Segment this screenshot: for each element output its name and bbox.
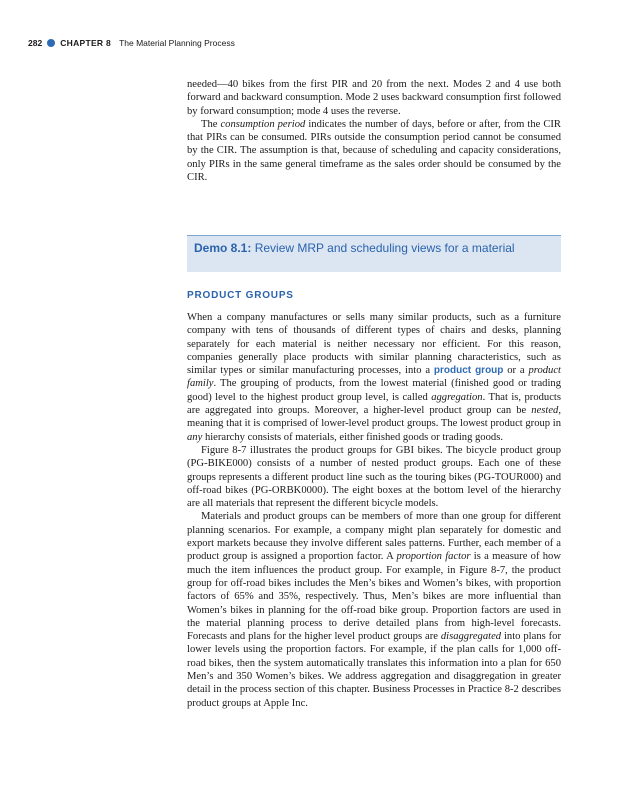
chapter-label: CHAPTER 8 <box>60 38 112 48</box>
keyword-product-group[interactable]: product group <box>433 365 504 377</box>
demo-label: Demo 8.1: <box>194 241 252 255</box>
intro-paragraph-2: The consumption period indicates the number of days, before or after, from the CIR that PIRs can be consumed. PIRs outside the consumption period cannot be consumed by the CIR. The assumption is that, because of scheduling and capacity considerations, only PIRs in the same general timeframe as the sales order should be consumed by the CIR. <box>187 118 561 184</box>
term-consumption-period: consumption period <box>220 118 306 130</box>
demo-callout-text[interactable] <box>194 241 524 255</box>
section-body <box>187 311 561 710</box>
intro-paragraph-1: needed—40 bikes from the first PIR and 20 from the next. Modes 2 and 4 use both forward and backward consumption. Mode 2 uses backward consumption first followed by forward consumption; mode 4 uses the reverse. <box>187 79 561 117</box>
section-heading: PRODUCT GROUPS <box>187 290 294 301</box>
demo-callout[interactable] <box>187 235 561 272</box>
section-paragraph-2: Figure 8-7 illustrates the product groups for GBI bikes. The bicycle product group (PG-BIKE000) consists of a number of nested product groups. Each one of these groups represents a different product line such as the touring bikes (PG-TOUR000) and off-road bikes (PG-ORBK0000). The eight boxes at the bottom level of the hierarchy are all materials that represent the different bicycle models. <box>187 444 561 510</box>
intro-text <box>187 78 561 184</box>
page-number: 282 <box>28 38 43 48</box>
demo-title: Review MRP and scheduling views for a material <box>251 241 515 255</box>
section-paragraph-3: Materials and product groups can be members of more than one group for different planning scenarios. For example, a company might plan separately for domestic and export markets because they involve different sales patterns. Further, each member of a product group is assigned a proportion factor. A proportion factor is a measure of how much the item influences the product group. For example, in Figure 8-7, the product group for off-road bikes includes the Men’s bikes and Women’s bikes, with proportion factors of 65% and 35%, respectively. Thus, Men’s bikes are more influential than Women’s bikes in planning for the off-road bike group. Proportion factors are used in the material planning process to derive detailed plans from high-level forecasts. Forecasts and plans for the higher level product groups are disaggregated into plans for lower levels using the proportion factors. For example, if the plan calls for 1,000 off-road bikes, then the system automatically translates this information into a plan for 650 Men’s and 350 Women’s bikes. We address aggregation and disaggregation in greater detail in the process section of this chapter. Business Processes in Practice 8-2 describes product groups at Apple Inc. <box>187 511 562 709</box>
bullet-dot-icon <box>47 39 55 47</box>
chapter-title: The Material Planning Process <box>119 38 235 48</box>
section-paragraph-1: When a company manufactures or sells many similar products, such as a furniture company with tens of thousands of different types of chairs and desks, planning separately for each material is neither necessary nor efficient. For this reason, companies generally place products with similar planning characteristics, such as similar types or similar manufacturing processes, into a product group or a product family. The grouping of products, from the lowest material (finished good or trading good) level to the highest product group level, is called aggregation. That is, products are aggregated into groups. Moreover, a higher-level product group can be nested, meaning that it is comprised of lower-level product groups. The lowest product group in any hierarchy consists of materials, either finished goods or trading goods. <box>187 312 561 443</box>
running-header <box>28 38 235 48</box>
